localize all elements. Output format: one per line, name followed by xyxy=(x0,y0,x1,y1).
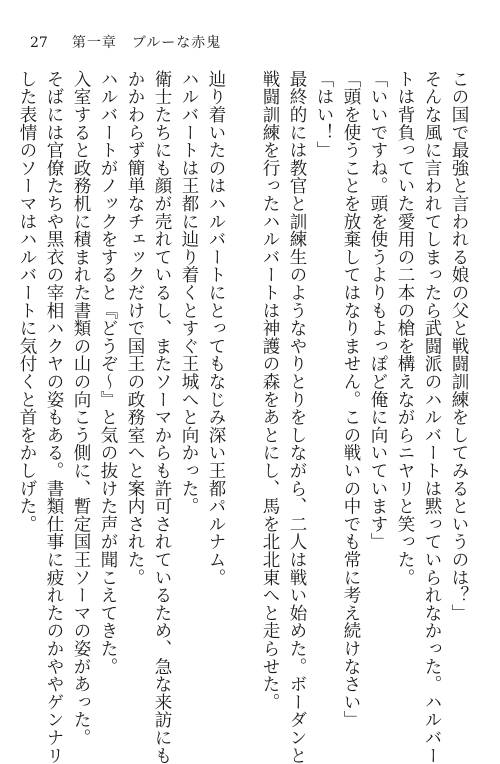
vertical-text-body xyxy=(17,70,472,764)
text-line: そんな風に言われてしまったら武闘派のハルバートは黙っていられなかった。ハルバー xyxy=(422,70,442,764)
text-line: 「頭を使うことを放棄してはなりません。この戦いの中でも常に考え続けなさい」 xyxy=(341,70,361,729)
text-line: 衛士たちにも顔が売れているし、またソーマからも許可されているため、急な来訪にも xyxy=(152,70,172,764)
text-line: この国で最強と言われる娘の父と戦闘訓練をしてみるというのは？」 xyxy=(449,70,469,622)
text-line: かかわらず簡単なチェックだけで国王の政務室へと案内された。 xyxy=(125,70,145,587)
text-line: 戦闘訓練を行ったハルバートは神護の森をあとにし、馬を北北東へと走らせた。 xyxy=(260,70,280,711)
text-line: ハルバートがノックをすると『どうぞ～』と気の抜けた声が聞こえてきた。 xyxy=(98,70,118,676)
page-number: 27 xyxy=(30,35,48,51)
running-header xyxy=(30,32,221,52)
chapter-title: 第一章 ブルーな赤鬼 xyxy=(71,35,222,51)
section-break xyxy=(229,70,256,695)
text-line: トは背負っていた愛用の二本の槍を構えながらニヤリと笑った。 xyxy=(395,70,415,587)
text-line: 「いいですね。頭を使うよりもよっぽど俺に向いています」 xyxy=(368,70,388,551)
text-line: した表情のソーマはハルバートに気付くと首をかしげた。 xyxy=(17,70,37,533)
text-line: そばには官僚たちや黒衣の宰相ハクヤの姿もある。書類仕事に疲れたのかややゲンナリ xyxy=(44,70,64,764)
text-line: 「はい！」 xyxy=(314,70,334,159)
text-line: ハルバートは王都に辿り着くとすぐ王城へと向かった。 xyxy=(179,70,199,515)
text-line: 辿り着いたのはハルバートにとってもなじみ深い王都パルナム。 xyxy=(206,70,226,587)
text-line: 入室すると政務机に積まれた書類の山の向こう側に、暫定国王ソーマの姿があった。 xyxy=(71,70,91,747)
text-line: 最終的には教官と訓練生のようなやりとりをしながら、二人は戦い始めた。ボーダンと xyxy=(287,70,307,764)
